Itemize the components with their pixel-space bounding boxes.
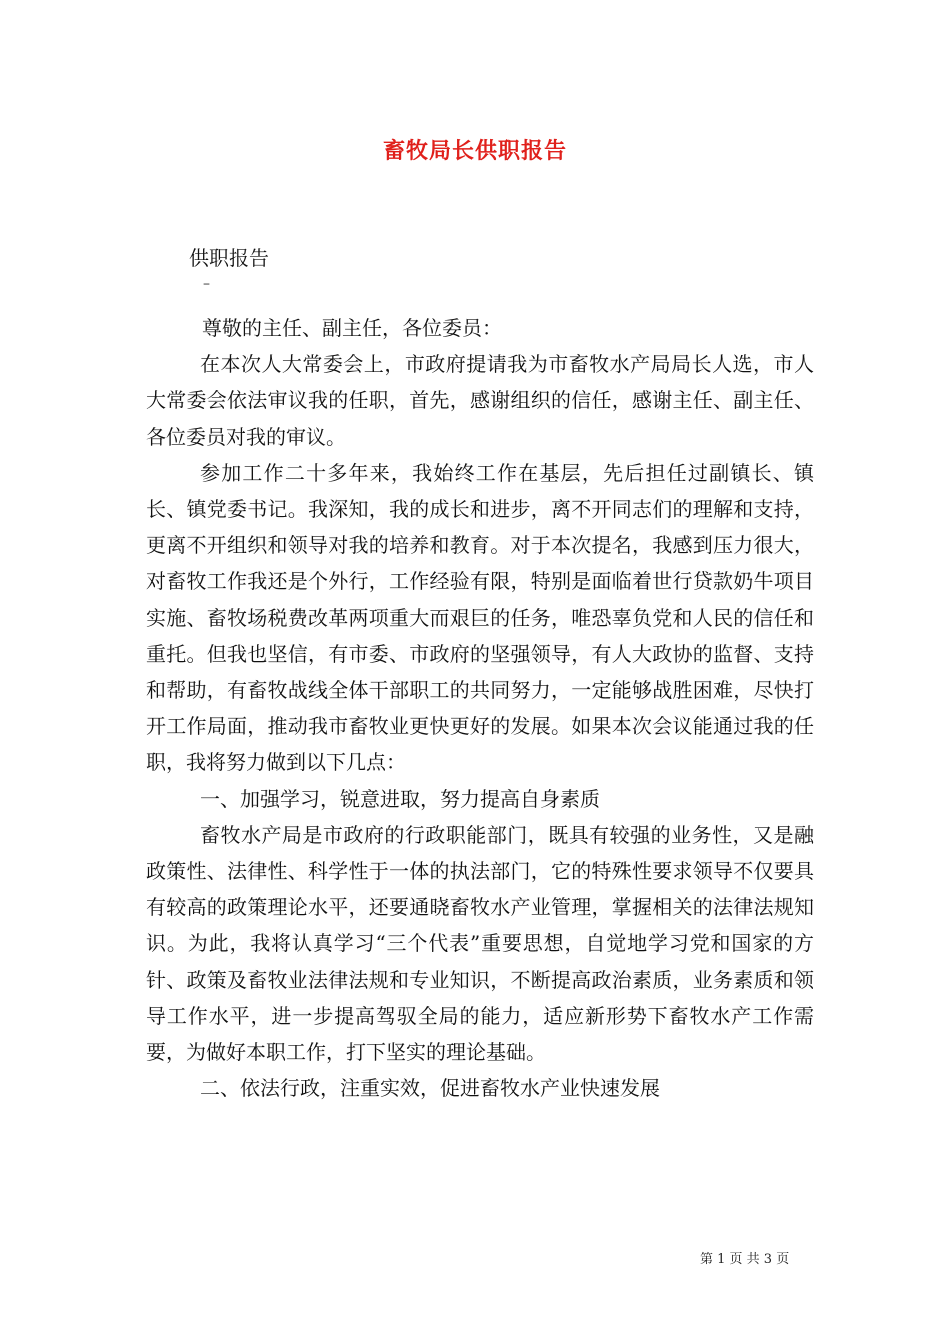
paragraph-study: 畜牧水产局是市政府的行政职能部门，既具有较强的业务性，又是融政策性、法律性、科学性于一体的执法部门，它的特殊性要求领导不仅要具有较高的政策理论水平，还要通晓畜牧水产业管理，掌握相关的法律法规知识。为此，我将认真学习“三个代表”重要思想，自觉地学习党和国家的方针、政策及畜牧业法律法规和专业知识，不断提高政治素质，业务素质和领导工作水平，进一步提高驾驭全局的能力，适应新形势下畜牧水产工作需要，为做好本职工作，打下坚实的理论基础。 — [146, 822, 814, 1065]
subtitle-dash: – — [203, 276, 210, 292]
page-number-footer: 第 1 页 共 3 页 — [700, 1252, 790, 1267]
document-body — [146, 310, 814, 1106]
section-heading-2: 二、依法行政，注重实效，促进畜牧水产业快速发展 — [200, 1076, 660, 1101]
greeting-paragraph: 尊敬的主任、副主任，各位委员： — [202, 316, 502, 340]
paragraph-intro: 在本次人大常委会上，市政府提请我为市畜牧水产局局长人选，市人大常委会依法审议我的任职，首先，感谢组织的信任，感谢主任、副主任、各位委员对我的审议。 — [146, 352, 814, 449]
document-title: 畜牧局长供职报告 — [382, 138, 567, 164]
paragraph-experience: 参加工作二十多年来，我始终工作在基层，先后担任过副镇长、镇长、镇党委书记。我深知，我的成长和进步，离不开同志们的理解和支持，更离不开组织和领导对我的培养和教育。对于本次提名，我感到压力很大，对畜牧工作我还是个外行，工作经验有限，特别是面临着世行贷款奶牛项目实施、畜牧场税费改革两项重大而艰巨的任务，唯恐辜负党和人民的信任和重托。但我也坚信，有市委、市政府的坚强领导，有人大政协的监督、支持和帮助，有畜牧战线全体干部职工的共同努力，一定能够战胜困难，尽快打开工作局面，推动我市畜牧业更快更好的发展。如果本次会议能通过我的任职，我将努力做到以下几点： — [146, 460, 814, 775]
document-subtitle: 供职报告 — [189, 246, 269, 270]
section-heading-1: 一、加强学习，锐意进取，努力提高自身素质 — [200, 786, 600, 811]
